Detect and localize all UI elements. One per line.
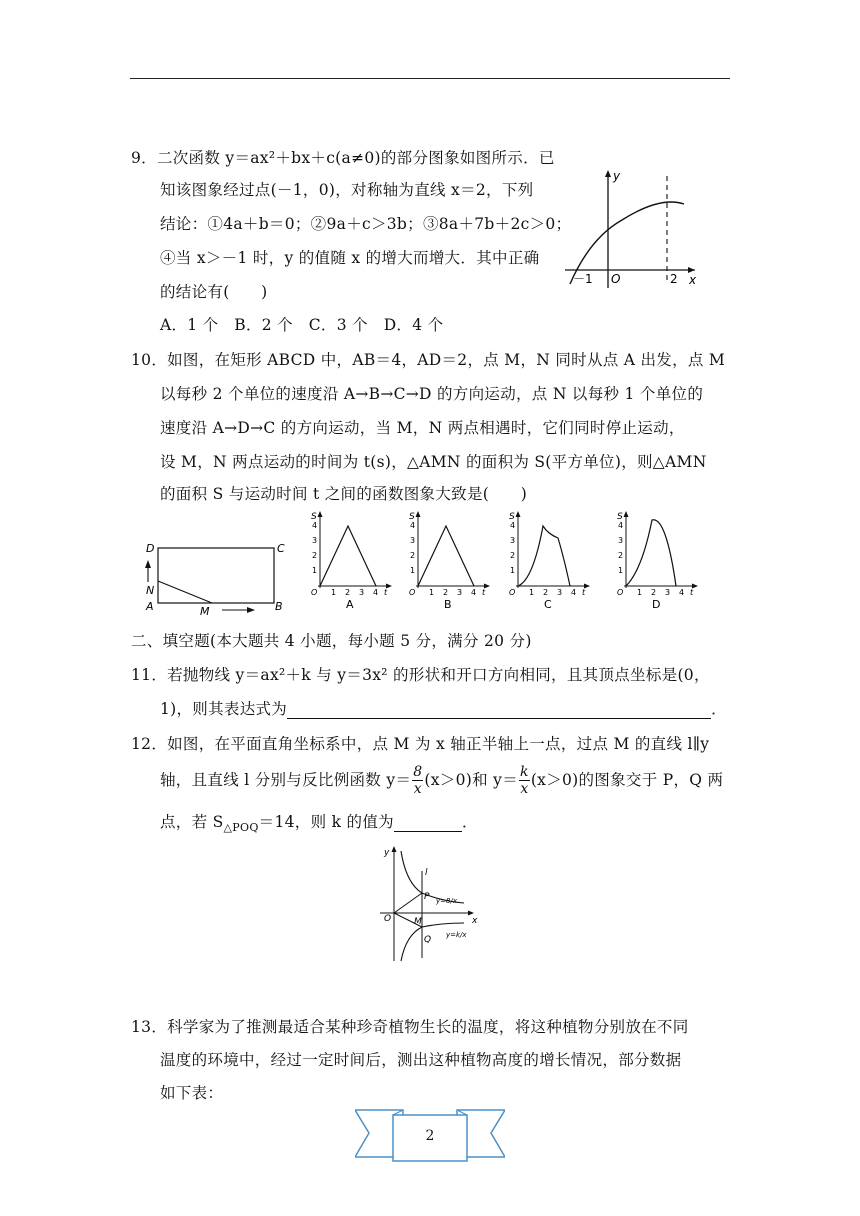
axis-s: S — [617, 512, 623, 522]
tick-x2: 2 — [443, 588, 449, 597]
tick-x3: 3 — [457, 588, 463, 597]
q10-line2: 以每秒 2 个单位的速度沿 A→B→C→D 的方向运动，点 N 以每秒 1 个单位的 — [160, 385, 704, 403]
header-rule — [130, 78, 730, 79]
q12-line3 — [160, 812, 478, 835]
q9-line5: 的结论有( ) — [160, 283, 268, 301]
tick-y2: 2 — [510, 551, 516, 560]
q12-line3-sub: △POQ — [223, 821, 259, 835]
q12-answer-blank[interactable] — [394, 815, 462, 832]
axis-o: O — [509, 588, 516, 597]
q11-line2-end: ． — [711, 700, 727, 718]
q12-f2-label: y=k/x — [446, 931, 467, 939]
q12-line2-a: 轴，且直线 l 分别与反比例函数 y＝ — [160, 771, 412, 789]
option-label-b: B — [444, 598, 452, 611]
q12-q-label: Q — [424, 935, 432, 945]
tick-y2: 2 — [312, 551, 318, 560]
q9-y-label: y — [613, 169, 621, 183]
q13-line2: 温度的环境中，经过一定时间后，测出这种植物高度的增长情况，部分数据 — [160, 1051, 682, 1069]
tick-x1: 1 — [331, 588, 337, 597]
q12-line3-end: ． — [461, 813, 478, 831]
tick-x2: 2 — [651, 588, 657, 597]
tick-x3: 3 — [665, 588, 671, 597]
q9-options: A．1 个 B．2 个 C．3 个 D．4 个 — [160, 316, 444, 334]
q12-line1: 12．如图，在平面直角坐标系中，点 M 为 x 轴正半轴上一点，过点 M 的直线 l∥y — [131, 735, 710, 753]
rect-label-d: D — [146, 542, 155, 555]
tick-y4: 4 — [510, 521, 516, 530]
q9-line2: 知该图象经过点(－1，0)，对称轴为直线 x＝2，下列 — [160, 181, 534, 199]
q11-line2-text: 1)，则其表达式为 — [160, 700, 288, 718]
tick-x4: 4 — [471, 588, 477, 597]
tick-x4: 4 — [373, 588, 379, 597]
axis-t: t — [482, 588, 486, 597]
tick-y1: 1 — [618, 566, 624, 575]
q9-line3: 结论：①4a＋b＝0；②9a＋c＞3b；③8a＋7b＋2c＞0； — [160, 215, 572, 233]
q9-line4: ④当 x＞－1 时，y 的值随 x 的增大而增大．其中正确 — [160, 249, 540, 267]
q12-m-label: M — [414, 917, 422, 927]
rect-label-n: N — [146, 584, 155, 597]
rect-label-c: C — [277, 542, 285, 555]
q12-fraction-1 — [412, 764, 423, 797]
tick-y4: 4 — [312, 521, 318, 530]
option-graph-c — [509, 511, 590, 611]
axis-o: O — [409, 588, 416, 597]
q9-neg-one-label: －1 — [573, 272, 593, 286]
axis-s: S — [311, 512, 317, 522]
q13-line1: 13．科学家为了推测最适合某种珍奇植物生长的温度，将这种植物分别放在不同 — [131, 1018, 689, 1036]
option-graph-d — [617, 511, 698, 611]
tick-x3: 3 — [557, 588, 563, 597]
option-label-d: D — [652, 598, 661, 611]
tick-y4: 4 — [410, 521, 416, 530]
frac1-den: x — [413, 780, 422, 797]
axis-o: O — [311, 588, 318, 597]
q12-line3-a: 点，若 S — [160, 813, 224, 831]
tick-x1: 1 — [637, 588, 643, 597]
q13-line3: 如下表： — [160, 1084, 224, 1102]
q9-origin-label: O — [611, 272, 621, 286]
axis-s: S — [509, 512, 515, 522]
tick-y3: 3 — [312, 536, 318, 545]
frac2-den: x — [520, 780, 529, 797]
frac2-num: k — [520, 763, 529, 780]
tick-y2: 2 — [410, 551, 416, 560]
q12-line2-c: (x＞0)的图象交于 P，Q 两 — [530, 771, 724, 789]
tick-x3: 3 — [359, 588, 365, 597]
axis-t: t — [690, 588, 694, 597]
q12-x-label: x — [472, 916, 478, 926]
tick-x2: 2 — [345, 588, 351, 597]
q12-l-label: l — [425, 868, 428, 878]
q11-line2 — [160, 699, 727, 719]
q9-x-label: x — [689, 273, 697, 287]
tick-y1: 1 — [510, 566, 516, 575]
q12-f1-label: y=8/x — [436, 897, 457, 905]
q9-parabola-graph — [560, 166, 710, 290]
axis-t: t — [582, 588, 586, 597]
q12-line3-b: ＝14，则 k 的值为 — [258, 813, 394, 831]
axis-o: O — [617, 588, 624, 597]
tick-x1: 1 — [429, 588, 435, 597]
axis-t: t — [384, 588, 388, 597]
q10-line4: 设 M，N 两点运动的时间为 t(s)，△AMN 的面积为 S(平方单位)，则△AMN — [160, 453, 707, 471]
q9-line1: 9．二次函数 y＝ax²＋bx＋c(a≠0)的部分图象如图所示．已 — [131, 149, 555, 167]
tick-x1: 1 — [529, 588, 535, 597]
q12-fraction-2 — [519, 764, 530, 797]
tick-y1: 1 — [410, 566, 416, 575]
q12-hyperbola-graph — [376, 843, 480, 965]
q11-answer-blank[interactable] — [287, 702, 711, 719]
tick-y4: 4 — [618, 521, 624, 530]
option-graph-b — [409, 511, 490, 611]
frac1-num: 8 — [413, 763, 423, 780]
q10-rectangle-diagram — [140, 538, 295, 616]
tick-x4: 4 — [571, 588, 577, 597]
q12-p-label: P — [424, 892, 430, 902]
rect-label-a: A — [146, 600, 154, 613]
q10-line3: 速度沿 A→D→C 的方向运动，当 M，N 两点相遇时，它们同时停止运动， — [160, 419, 685, 437]
axis-s: S — [409, 512, 415, 522]
q10-line5: 的面积 S 与运动时间 t 之间的函数图象大致是( ) — [160, 485, 528, 503]
q12-origin-label: O — [384, 914, 392, 924]
q10-option-graphs — [300, 508, 720, 612]
q9-two-label: 2 — [670, 272, 678, 286]
q11-line1: 11．若抛物线 y＝ax²＋k 与 y＝3x² 的形状和开口方向相同，且其顶点坐标是(0， — [131, 666, 710, 684]
q12-line2-b: (x＞0)和 y＝ — [424, 771, 519, 789]
tick-y3: 3 — [618, 536, 624, 545]
option-label-c: C — [544, 598, 552, 611]
option-graph-a — [311, 511, 392, 611]
rect-label-m: M — [200, 605, 210, 616]
q12-line2 — [160, 760, 723, 800]
rect-label-b: B — [275, 600, 283, 613]
section-2-heading: 二、填空题(本大题共 4 小题，每小题 5 分，满分 20 分) — [131, 632, 532, 650]
tick-x4: 4 — [679, 588, 685, 597]
q10-line1: 10．如图，在矩形 ABCD 中，AB＝4，AD＝2，点 M，N 同时从点 A 出发，点 M — [131, 351, 726, 369]
tick-y1: 1 — [312, 566, 318, 575]
q12-y-label: y — [384, 848, 390, 858]
tick-y2: 2 — [618, 551, 624, 560]
tick-x2: 2 — [543, 588, 549, 597]
option-label-a: A — [346, 598, 354, 611]
page-number: 2 — [425, 1128, 435, 1144]
tick-y3: 3 — [510, 536, 516, 545]
tick-y3: 3 — [410, 536, 416, 545]
